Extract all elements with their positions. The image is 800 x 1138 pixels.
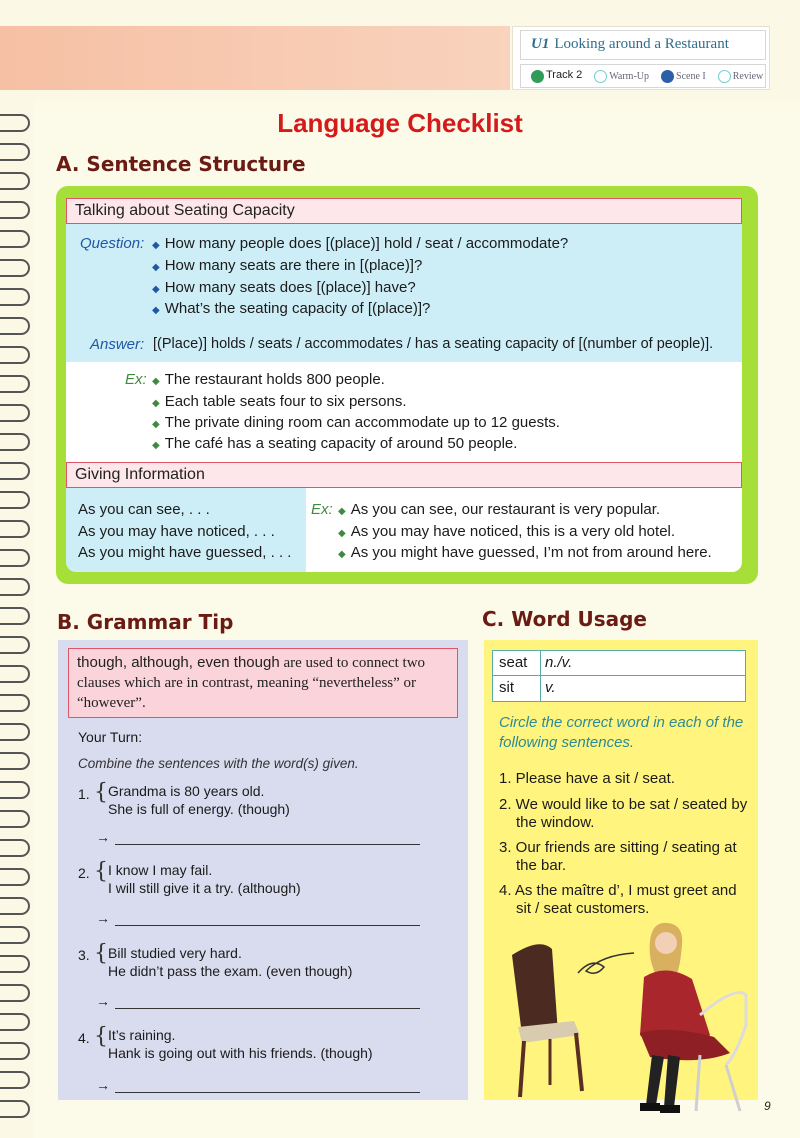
chair-icon: [512, 944, 582, 1097]
list-item: ◆ As you may have noticed, this is a very old hotel.: [338, 523, 676, 540]
list-item: ◆ How many people does [(place)] hold / seat / accommodate?: [152, 235, 569, 252]
exercise-instruction: Combine the sentences with the word(s) given.: [78, 756, 359, 771]
topic-bar-giving-info: Giving Information: [66, 462, 742, 488]
question-label: Question:: [80, 235, 145, 252]
circle-icon: [661, 70, 674, 83]
item-number: 2.: [78, 865, 90, 881]
list-item: ◆ How many seats are there in [(place)]?: [152, 257, 423, 274]
list-item: 4. As the maître d’, I must greet and sit / seat customers.: [499, 882, 737, 917]
sentence-a: It’s raining.: [108, 1027, 176, 1043]
sentence-b: Hank is going out with his friends. (though): [108, 1045, 373, 1061]
diamond-icon: ◆: [152, 284, 160, 295]
arrow-icon: →: [96, 829, 110, 845]
list-item: 3. Our friends are sitting / seating at the bar.: [499, 839, 737, 874]
item-number: 4.: [78, 1030, 90, 1046]
list-item: ◆ The private dining room can accommodate up to 12 guests.: [152, 414, 560, 431]
page-title: Language Checklist: [277, 108, 523, 138]
example-label: Ex:: [311, 501, 333, 518]
header-band: [0, 26, 510, 90]
list-item: 1. Please have a sit / seat.: [499, 770, 675, 787]
item-number: 1.: [78, 786, 90, 802]
brace-icon: {: [94, 1024, 108, 1049]
nav-scene[interactable]: Scene I: [661, 70, 706, 83]
section-c-heading: C. Word Usage: [482, 607, 647, 631]
grammar-note: though, although, even though are used to connect two clauses which are in contrast, meaning “nevertheless” or “however”.: [68, 648, 458, 718]
sentence-b: He didn’t pass the exam. (even though): [108, 963, 353, 979]
circle-icon: [718, 70, 731, 83]
circle-icon: [594, 70, 607, 83]
list-item: ◆ How many seats does [(place)] have?: [152, 279, 416, 296]
phrase: As you might have guessed, . . .: [78, 544, 292, 561]
arrow-icon: →: [96, 993, 110, 1009]
list-item: ◆ The restaurant holds 800 people.: [152, 371, 385, 388]
diamond-icon: ◆: [152, 376, 160, 387]
sentence-a: I know I may fail.: [108, 862, 213, 878]
sentence-a: Bill studied very hard.: [108, 945, 242, 961]
brace-icon: {: [94, 780, 108, 805]
sentence-b: She is full of energy. (though): [108, 801, 290, 817]
nav-warm-up[interactable]: Warm-Up: [594, 70, 649, 83]
brace-icon: {: [94, 941, 108, 966]
list-item: ◆ As you can see, our restaurant is very popular.: [338, 501, 661, 518]
list-item: ◆ As you might have guessed, I’m not from around here.: [338, 544, 712, 561]
diamond-icon: ◆: [152, 419, 160, 430]
brace-icon: {: [94, 859, 108, 884]
phrase: As you may have noticed, . . .: [78, 523, 275, 540]
answer-line-2[interactable]: [115, 925, 420, 926]
word-usage-instruction: Circle the correct word in each of the following sentences.: [499, 714, 744, 751]
nav-track[interactable]: Track 2: [531, 69, 582, 82]
answer-line-4[interactable]: [115, 1092, 420, 1093]
answer-line-1[interactable]: [115, 844, 420, 845]
squiggle-icon: [578, 953, 634, 973]
diamond-icon: ◆: [152, 240, 160, 251]
diamond-icon: ◆: [338, 506, 346, 517]
sentence-b: I will still give it a try. (although): [108, 880, 301, 896]
nav-review[interactable]: Review: [718, 70, 764, 83]
woman-figure: [640, 923, 746, 1113]
section-b-heading: B. Grammar Tip: [57, 610, 234, 634]
table-row: sit v.: [493, 676, 745, 701]
diamond-icon: ◆: [152, 305, 160, 316]
answer-text: [(Place)] holds / seats / accommodates / has a seating capacity of [(number of people)].: [153, 336, 714, 352]
diamond-icon: ◆: [338, 528, 346, 539]
answer-line-3[interactable]: [115, 1008, 420, 1009]
item-number: 3.: [78, 947, 90, 963]
answer-label: Answer:: [90, 336, 145, 353]
arrow-icon: →: [96, 910, 110, 926]
sentence-a: Grandma is 80 years old.: [108, 783, 265, 799]
section-a-heading: A. Sentence Structure: [56, 152, 306, 176]
list-item: 2. We would like to be sat / seated by the window.: [499, 796, 748, 831]
chair-and-woman-illustration: [500, 915, 760, 1120]
word-table: [492, 650, 746, 702]
diamond-icon: ◆: [152, 440, 160, 451]
disc-icon: [531, 70, 544, 83]
list-item: ◆ Each table seats four to six persons.: [152, 393, 407, 410]
list-item: ◆ What’s the seating capacity of [(place)]?: [152, 300, 431, 317]
spiral-binding: [0, 106, 36, 1126]
diamond-icon: ◆: [152, 398, 160, 409]
example-label: Ex:: [125, 371, 147, 388]
phrase: As you can see, . . .: [78, 501, 210, 518]
table-row: seat n./v.: [493, 651, 745, 676]
arrow-icon: →: [96, 1077, 110, 1093]
diamond-icon: ◆: [152, 262, 160, 273]
your-turn-label: Your Turn:: [78, 729, 143, 745]
diamond-icon: ◆: [338, 549, 346, 560]
topic-bar-seating: Talking about Seating Capacity: [66, 198, 742, 224]
page-number: 9: [764, 1099, 771, 1113]
unit-title: U1 Looking around a Restaurant: [520, 30, 766, 60]
unit-nav: [520, 64, 766, 88]
list-item: ◆ The café has a seating capacity of around 50 people.: [152, 435, 518, 452]
